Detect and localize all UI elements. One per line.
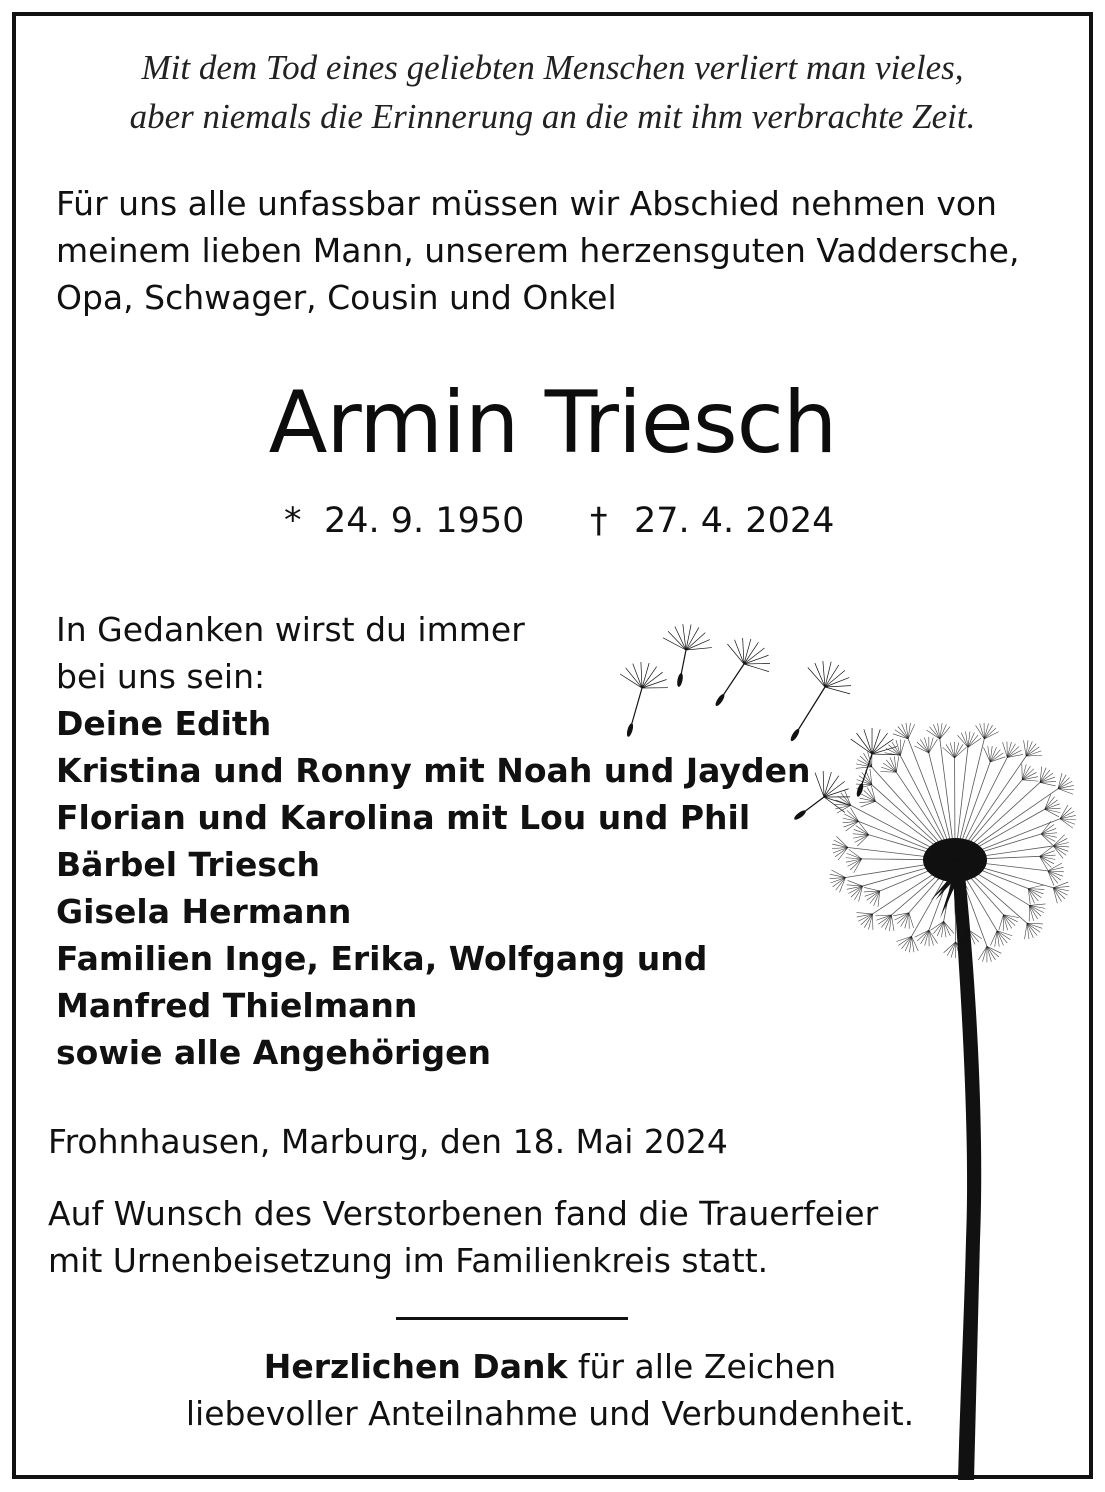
mourner-name: sowie alle Angehörigen (56, 1033, 492, 1072)
mourner-name: Bärbel Triesch (56, 845, 321, 884)
quote-line-2: aber niemals die Erinnerung an die mit ihm verbrachte Zeit. (129, 97, 976, 136)
place-and-date: Frohnhausen, Marburg, den 18. Mai 2024 (48, 1122, 728, 1161)
intro-text (56, 180, 1076, 321)
intro-line-1: Für uns alle unfassbar müssen wir Abschied nehmen von (56, 184, 997, 223)
birth-date: 24. 9. 1950 (324, 501, 525, 541)
intro-line-3: Opa, Schwager, Cousin und Onkel (56, 278, 617, 317)
intro-line-2: meinem lieben Mann, unserem herzensguten Vaddersche, (56, 231, 1020, 270)
death-date: 27. 4. 2024 (634, 501, 835, 541)
deceased-name: Armin Triesch (268, 373, 837, 473)
mourner-name: Familien Inge, Erika, Wolfgang und (56, 939, 708, 978)
dandelion-icon (560, 620, 1090, 1480)
thanks-bold: Herzlichen Dank (263, 1347, 568, 1386)
death-symbol: † (590, 501, 608, 541)
thanks-rest: für alle Zeichen (567, 1347, 837, 1386)
birth-symbol: * (284, 501, 302, 541)
quote-line-1: Mit dem Tod eines geliebten Menschen verliert man vieles, (141, 48, 964, 87)
mourner-name: Deine Edith (56, 704, 272, 743)
thanks-line-2: liebevoller Anteilnahme und Verbundenheit. (185, 1394, 915, 1433)
mourner-name: Gisela Hermann (56, 892, 352, 931)
mourner-name: Manfred Thielmann (56, 986, 418, 1025)
mourner-name: Florian und Karolina mit Lou und Phil (56, 798, 751, 837)
mourner-name: Kristina und Ronny mit Noah und Jayden (56, 751, 811, 790)
mourners-intro-line-2: bei uns sein: (56, 657, 266, 696)
mourners-intro-line-1: In Gedanken wirst du immer (56, 610, 525, 649)
ceremony-line-2: mit Urnenbeisetzung im Familienkreis statt. (48, 1241, 769, 1280)
ceremony-line-1: Auf Wunsch des Verstorbenen fand die Trauerfeier (48, 1194, 879, 1233)
